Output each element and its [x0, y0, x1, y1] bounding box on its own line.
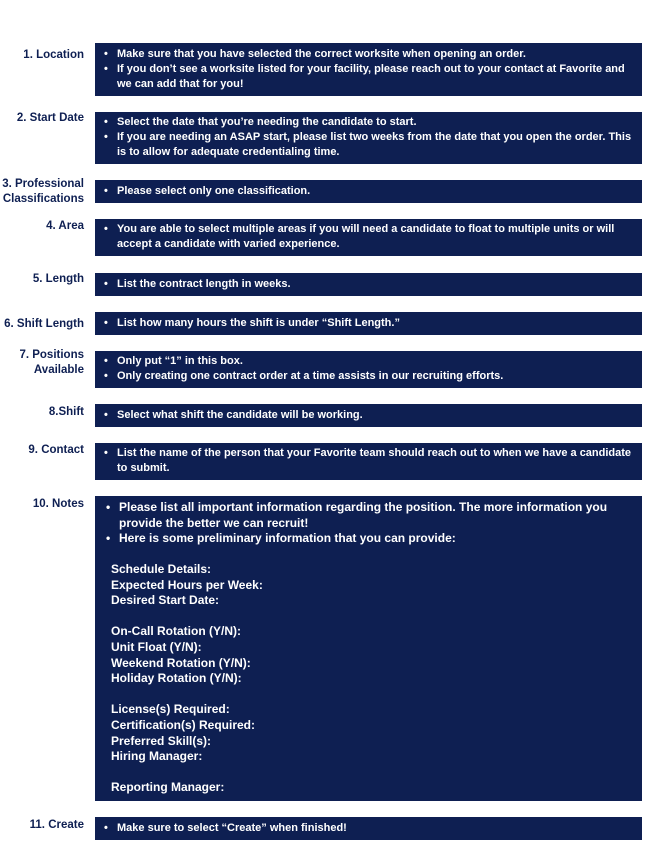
step-label-start-date: 2. Start Date [16, 112, 84, 124]
step-box-classifications [95, 180, 642, 203]
notes-field-reporting-manager: Reporting Manager: [111, 780, 225, 795]
bullet-item: • List the name of the person that your Favorite team should reach out to when we have a candidate to submit. [117, 446, 634, 476]
bullet-item: • Select what shift the candidate will be working. [117, 408, 634, 423]
notes-field-preferred-skills: Preferred Skill(s): [111, 733, 212, 748]
notes-field-unit-float: Unit Float (Y/N): [111, 640, 202, 655]
notes-field-expected-hours: Expected Hours per Week: [111, 577, 263, 592]
step-label-create: 11. Create [29, 819, 84, 831]
notes-field-on-call: On-Call Rotation (Y/N): [111, 624, 241, 639]
notes-field-weekend-rotation: Weekend Rotation (Y/N): [111, 655, 251, 670]
step-label-shift: 8.Shift [48, 406, 84, 418]
bullet-item: • You are able to select multiple areas if you will need a candidate to float to multiple units or will accept a candidate with varied experience. [117, 222, 634, 252]
step-label-shift-length: 6. Shift Length [4, 318, 84, 330]
label-line: 7. Positions [19, 349, 84, 361]
step-box-notes [95, 496, 642, 801]
notes-spacer [111, 547, 634, 563]
step-box-location [95, 43, 642, 96]
notes-field-holiday-rotation: Holiday Rotation (Y/N): [111, 671, 242, 686]
bullet-item: • List the contract length in weeks. [117, 277, 634, 292]
bullet-item: • List how many hours the shift is under “Shift Length.” [117, 316, 634, 331]
bullet-item: • Make sure that you have selected the correct worksite when opening an order. [117, 47, 634, 62]
step-box-positions [95, 351, 642, 388]
step-label-length: 5. Length [32, 273, 84, 285]
notes-field-hiring-manager: Hiring Manager: [111, 749, 203, 764]
label-line: 3. Professional [2, 178, 84, 190]
step-label-area: 4. Area [46, 220, 84, 232]
notes-spacer [111, 609, 634, 625]
bullet-item: • Select the date that you’re needing the candidate to start. [117, 115, 634, 130]
step-label-classifications [2, 177, 84, 207]
bullet-item: • Only creating one contract order at a time assists in our recruiting efforts. [117, 369, 634, 384]
notes-field-desired-start: Desired Start Date: [111, 593, 220, 608]
notes-spacer [111, 687, 634, 703]
step-label-notes: 10. Notes [32, 498, 84, 510]
notes-fields [95, 547, 634, 797]
step-label-positions [19, 348, 84, 378]
label-line: Classifications [2, 193, 84, 205]
step-box-start-date [95, 112, 642, 164]
notes-field-license: License(s) Required: [111, 702, 230, 717]
step-box-contact [95, 443, 642, 480]
bullet-item: • Here is some preliminary information that you can provide: [119, 531, 634, 547]
bullet-item: • If you are needing an ASAP start, please list two weeks from the date that you open the order. This is to allow for adequate credentialing time. [117, 130, 634, 160]
bullet-item: • Please list all important information regarding the position. The more information you provide the better we can recruit! [119, 500, 634, 531]
notes-spacer [111, 765, 634, 781]
bullet-item: • Only put “1” in this box. [117, 354, 634, 369]
notes-field-certification: Certification(s) Required: [111, 718, 256, 733]
step-label-contact: 9. Contact [28, 444, 84, 456]
label-line: Available [33, 364, 84, 376]
step-label-location: 1. Location [23, 49, 84, 61]
bullet-item: • Please select only one classification. [117, 184, 634, 199]
step-box-shift-length [95, 312, 642, 335]
step-box-create [95, 817, 642, 840]
step-box-shift [95, 404, 642, 427]
step-box-length [95, 273, 642, 296]
bullet-item: • If you don’t see a worksite listed for your facility, please reach out to your contact at Favorite and we can add that for you! [117, 62, 634, 92]
notes-field-schedule-details: Schedule Details: [111, 562, 212, 577]
step-box-area [95, 219, 642, 256]
bullet-item: • Make sure to select “Create” when finished! [117, 821, 634, 836]
